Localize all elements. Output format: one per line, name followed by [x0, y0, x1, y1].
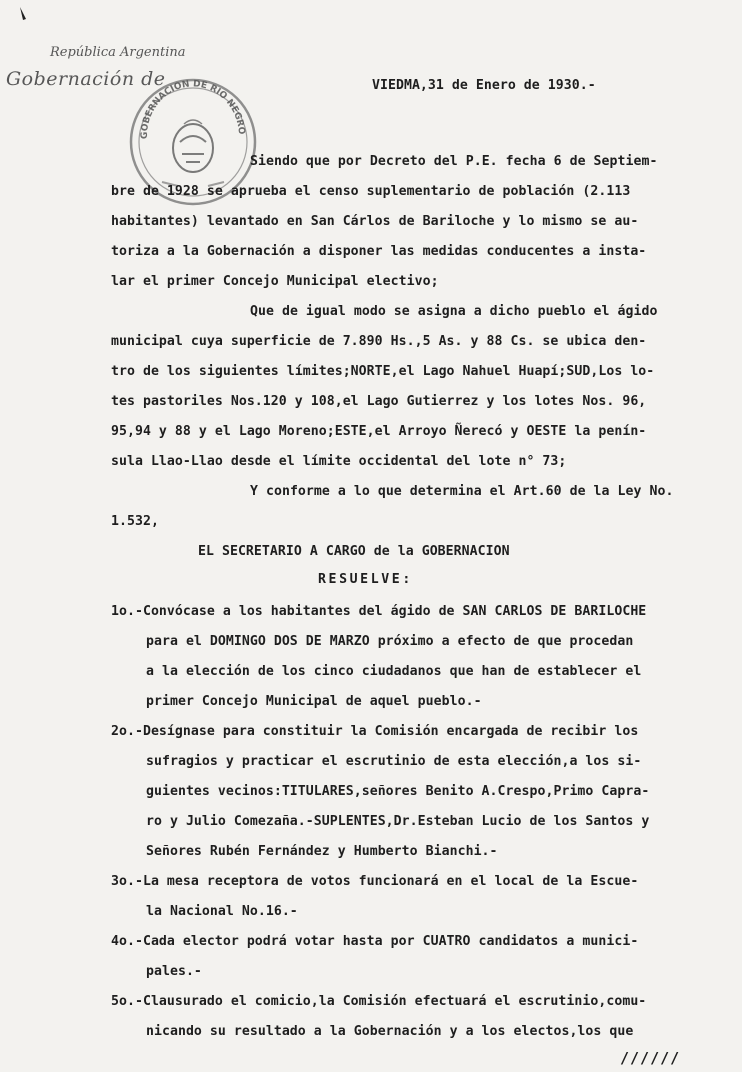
paragraph-line: bre de 1928 se aprueba el censo suplementario de población (2.113 [111, 184, 631, 199]
paragraph-line: habitantes) levantado en San Cárlos de Bariloche y lo mismo se au- [111, 214, 639, 229]
article-line: nicando su resultado a la Gobernación y a los electos,los que [146, 1024, 634, 1039]
article-line: pales.- [146, 964, 202, 979]
heading-resuelve: RESUELVE: [318, 572, 413, 587]
article-line: 3o.-La mesa receptora de votos funcionará en el local de la Escue- [111, 874, 639, 889]
article-line: 1o.-Convócase a los habitantes del ágido de SAN CARLOS DE BARILOCHE [111, 604, 647, 619]
article-line: la Nacional No.16.- [146, 904, 298, 919]
paragraph-line: tes pastoriles Nos.120 y 108,el Lago Gutierrez y los lotes Nos. 96, [111, 394, 647, 409]
seal-text: GOBERNACION DE RIO NEGRO [139, 79, 247, 140]
paragraph-line: municipal cuya superficie de 7.890 Hs.,5 As. y 88 Cs. se ubica den- [111, 334, 647, 349]
article-line: 4o.-Cada elector podrá votar hasta por CUATRO candidatos a munici- [111, 934, 639, 949]
letterhead-republic: República Argentina [50, 45, 186, 60]
article-line: a la elección de los cinco ciudadanos que han de establecer el [146, 664, 642, 679]
article-line: 5o.-Clausurado el comicio,la Comisión efectuará el escrutinio,comu- [111, 994, 647, 1009]
paragraph-line: 1.532, [111, 514, 159, 529]
article-line: ro y Julio Comezaña.-SUPLENTES,Dr.Esteban Lucio de los Santos y [146, 814, 650, 829]
article-line: Señores Rubén Fernández y Humberto Bianchi.- [146, 844, 498, 859]
paragraph-line: Siendo que por Decreto del P.E. fecha 6 de Septiem- [250, 154, 658, 169]
paragraph-line: lar el primer Concejo Municipal electivo; [111, 274, 439, 289]
svg-text:GOBERNACION DE RIO NEGRO [140, 79, 246, 139]
paragraph-line: toriza a la Gobernación a disponer las medidas conducentes a insta- [111, 244, 647, 259]
paragraph-line: Que de igual modo se asigna a dicho pueblo el ágido [250, 304, 658, 319]
continuation-marks: ////// [620, 1049, 681, 1067]
paragraph-line: 95,94 y 88 y el Lago Moreno;ESTE,el Arroyo Ñerecó y OESTE la penín- [111, 424, 647, 439]
heading-secretario: EL SECRETARIO A CARGO de la GOBERNACION [198, 544, 510, 559]
article-line: guientes vecinos:TITULARES,señores Benito A.Crespo,Primo Capra- [146, 784, 650, 799]
paragraph-line: tro de los siguientes límites;NORTE,el Lago Nahuel Huapí;SUD,Los lo- [111, 364, 655, 379]
paragraph-line: sula Llao-Llao desde el límite occidental del lote n° 73; [111, 454, 567, 469]
article-line: para el DOMINGO DOS DE MARZO próximo a efecto de que procedan [146, 634, 634, 649]
paragraph-line: Y conforme a lo que determina el Art.60 de la Ley No. [250, 484, 674, 499]
corner-mark [18, 6, 28, 22]
article-line: 2o.-Desígnase para constituir la Comisión encargada de recibir los [111, 724, 639, 739]
letterhead-gobernacion: Gobernación de [6, 68, 166, 90]
article-line: primer Concejo Municipal de aquel pueblo.- [146, 694, 482, 709]
article-line: sufragios y practicar el escrutinio de esta elección,a los si- [146, 754, 642, 769]
date-line: VIEDMA,31 de Enero de 1930.- [372, 78, 596, 93]
